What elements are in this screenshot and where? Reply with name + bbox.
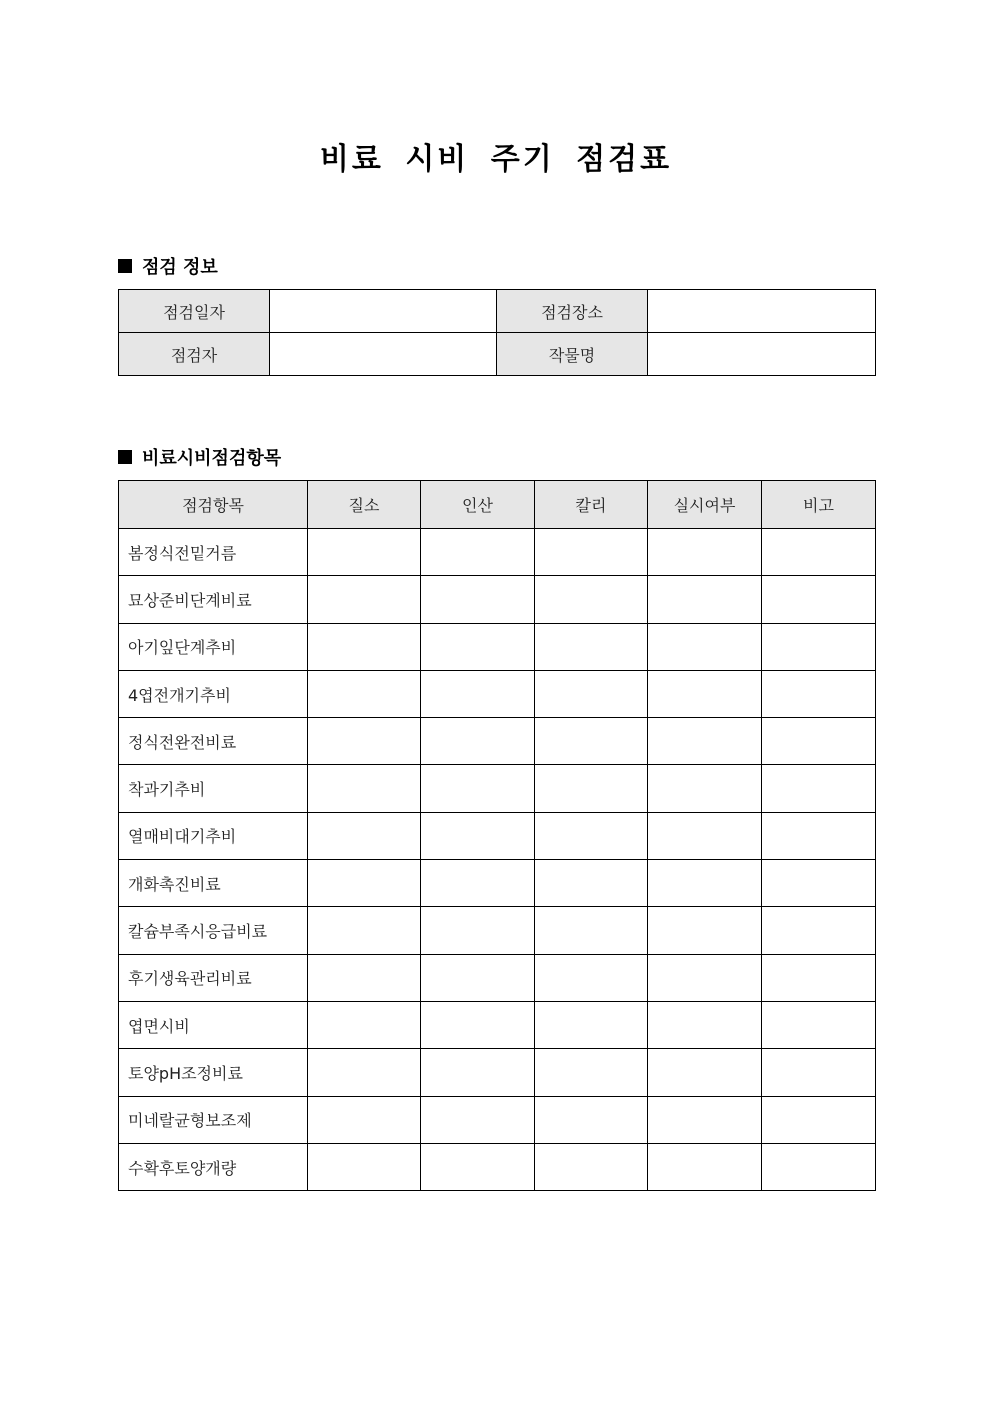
cell-done[interactable] (648, 1143, 762, 1190)
cell-nitrogen[interactable] (308, 907, 421, 954)
cell-potassium[interactable] (535, 623, 648, 670)
column-header-done: 실시여부 (648, 481, 762, 529)
label-inspection-date: 점검일자 (119, 290, 270, 333)
field-inspection-date[interactable] (270, 290, 497, 333)
cell-note[interactable] (762, 1143, 876, 1190)
cell-nitrogen[interactable] (308, 1049, 421, 1096)
cell-item-name: 열매비대기추비 (119, 812, 308, 859)
table-row (119, 1001, 876, 1048)
cell-nitrogen[interactable] (308, 1143, 421, 1190)
cell-phosphate[interactable] (421, 529, 535, 576)
cell-phosphate[interactable] (421, 623, 535, 670)
table-row (119, 333, 876, 376)
cell-note[interactable] (762, 718, 876, 765)
cell-item-name: 엽면시비 (119, 1001, 308, 1048)
cell-phosphate[interactable] (421, 1096, 535, 1143)
cell-item-name: 토양pH조정비료 (119, 1049, 308, 1096)
table-row (119, 1143, 876, 1190)
cell-phosphate[interactable] (421, 954, 535, 1001)
square-bullet-icon (118, 450, 132, 464)
cell-nitrogen[interactable] (308, 623, 421, 670)
table-row (119, 623, 876, 670)
cell-nitrogen[interactable] (308, 812, 421, 859)
column-header-note: 비고 (762, 481, 876, 529)
cell-potassium[interactable] (535, 1143, 648, 1190)
cell-item-name: 아기잎단계추비 (119, 623, 308, 670)
cell-note[interactable] (762, 1049, 876, 1096)
cell-item-name: 정식전완전비료 (119, 718, 308, 765)
cell-note[interactable] (762, 1001, 876, 1048)
table-row (119, 812, 876, 859)
field-inspection-location[interactable] (648, 290, 876, 333)
cell-done[interactable] (648, 765, 762, 812)
cell-done[interactable] (648, 718, 762, 765)
table-row (119, 529, 876, 576)
cell-note[interactable] (762, 1096, 876, 1143)
cell-done[interactable] (648, 860, 762, 907)
table-row (119, 860, 876, 907)
cell-potassium[interactable] (535, 670, 648, 717)
cell-item-name: 묘상준비단계비료 (119, 576, 308, 623)
field-crop-name[interactable] (648, 333, 876, 376)
cell-done[interactable] (648, 812, 762, 859)
column-header-nitrogen: 질소 (308, 481, 421, 529)
cell-nitrogen[interactable] (308, 954, 421, 1001)
cell-item-name: 후기생육관리비료 (119, 954, 308, 1001)
cell-nitrogen[interactable] (308, 529, 421, 576)
label-crop-name: 작물명 (497, 333, 648, 376)
cell-potassium[interactable] (535, 907, 648, 954)
label-inspector: 점검자 (119, 333, 270, 376)
cell-potassium[interactable] (535, 812, 648, 859)
table-row (119, 954, 876, 1001)
cell-nitrogen[interactable] (308, 576, 421, 623)
cell-nitrogen[interactable] (308, 670, 421, 717)
cell-done[interactable] (648, 1096, 762, 1143)
cell-potassium[interactable] (535, 1049, 648, 1096)
cell-done[interactable] (648, 670, 762, 717)
cell-item-name: 개화촉진비료 (119, 860, 308, 907)
cell-phosphate[interactable] (421, 1143, 535, 1190)
cell-item-name: 미네랄균형보조제 (119, 1096, 308, 1143)
cell-potassium[interactable] (535, 718, 648, 765)
page-title: 비료 시비 주기 점검표 (319, 142, 673, 177)
cell-phosphate[interactable] (421, 1001, 535, 1048)
cell-phosphate[interactable] (421, 812, 535, 859)
cell-nitrogen[interactable] (308, 718, 421, 765)
table-row (119, 1049, 876, 1096)
cell-item-name: 수확후토양개량 (119, 1143, 308, 1190)
cell-phosphate[interactable] (421, 576, 535, 623)
field-inspector[interactable] (270, 333, 497, 376)
cell-done[interactable] (648, 1049, 762, 1096)
cell-potassium[interactable] (535, 1001, 648, 1048)
cell-item-name: 착과기추비 (119, 765, 308, 812)
cell-potassium[interactable] (535, 529, 648, 576)
cell-note[interactable] (762, 529, 876, 576)
cell-done[interactable] (648, 529, 762, 576)
cell-phosphate[interactable] (421, 670, 535, 717)
cell-potassium[interactable] (535, 1096, 648, 1143)
cell-note[interactable] (762, 860, 876, 907)
table-row (119, 765, 876, 812)
table-row (119, 1096, 876, 1143)
table-row (119, 290, 876, 333)
column-header-item: 점검항목 (119, 481, 308, 529)
inspection-info-table (118, 289, 876, 376)
cell-done[interactable] (648, 623, 762, 670)
cell-nitrogen[interactable] (308, 765, 421, 812)
table-header-row (119, 481, 876, 529)
cell-done[interactable] (648, 1001, 762, 1048)
cell-note[interactable] (762, 812, 876, 859)
cell-note[interactable] (762, 576, 876, 623)
cell-item-name: 4엽전개기추비 (119, 670, 308, 717)
section-heading-fertilizer-items (118, 444, 281, 470)
table-row (119, 576, 876, 623)
section-heading-label: 점검 정보 (142, 257, 218, 278)
cell-potassium[interactable] (535, 860, 648, 907)
cell-nitrogen[interactable] (308, 1001, 421, 1048)
cell-nitrogen[interactable] (308, 860, 421, 907)
cell-note[interactable] (762, 907, 876, 954)
cell-phosphate[interactable] (421, 718, 535, 765)
cell-done[interactable] (648, 576, 762, 623)
table-row (119, 907, 876, 954)
cell-note[interactable] (762, 623, 876, 670)
cell-phosphate[interactable] (421, 1049, 535, 1096)
cell-potassium[interactable] (535, 765, 648, 812)
cell-potassium[interactable] (535, 954, 648, 1001)
cell-phosphate[interactable] (421, 860, 535, 907)
column-header-phosphate: 인산 (421, 481, 535, 529)
column-header-potassium: 칼리 (535, 481, 648, 529)
cell-note[interactable] (762, 954, 876, 1001)
cell-note[interactable] (762, 765, 876, 812)
cell-phosphate[interactable] (421, 765, 535, 812)
cell-item-name: 봄정식전밑거름 (119, 529, 308, 576)
cell-note[interactable] (762, 670, 876, 717)
cell-done[interactable] (648, 954, 762, 1001)
fertilizer-items-table (118, 480, 876, 1191)
section-heading-inspection-info (118, 253, 218, 279)
cell-potassium[interactable] (535, 576, 648, 623)
table-row (119, 670, 876, 717)
label-inspection-location: 점검장소 (497, 290, 648, 333)
cell-nitrogen[interactable] (308, 1096, 421, 1143)
cell-done[interactable] (648, 907, 762, 954)
table-row (119, 718, 876, 765)
cell-phosphate[interactable] (421, 907, 535, 954)
section-heading-label: 비료시비점검항목 (142, 448, 282, 469)
cell-item-name: 칼슘부족시응급비료 (119, 907, 308, 954)
square-bullet-icon (118, 259, 132, 273)
